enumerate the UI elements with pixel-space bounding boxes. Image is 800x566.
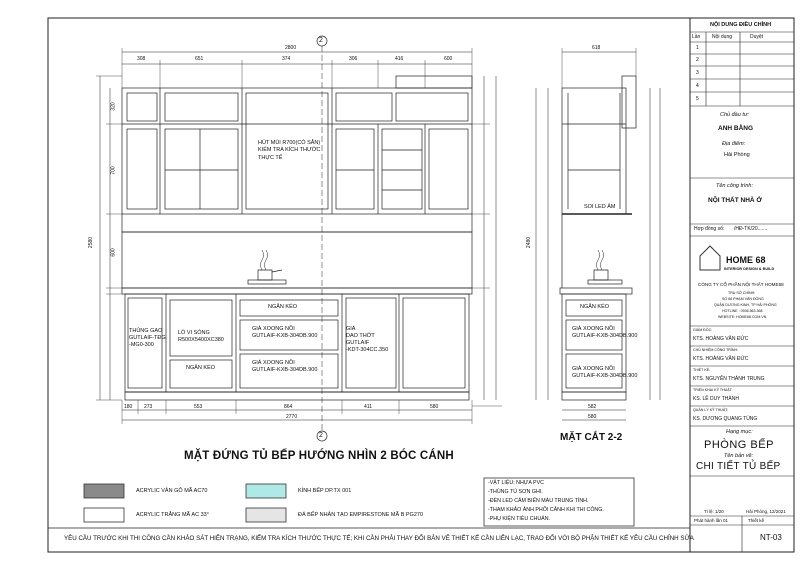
note-3: -ĐÈN LED CẢM BIẾN MÀU TRUNG TÍNH. — [488, 498, 589, 504]
elevation-view — [96, 36, 502, 441]
dim-top-4: 306 — [349, 56, 358, 62]
label-drawer-top: NGĂN KÉO — [268, 304, 298, 310]
dim-top-6: 600 — [444, 56, 453, 62]
role-1: GIÁM ĐỐC: — [693, 328, 713, 332]
date: Hải Phòng, 12/2021 — [746, 509, 786, 514]
label-pot-rack-1: GIÁ XOONG NỒI GUTLAIF-KXB-304DB.900 — [252, 326, 318, 340]
dim-bottom-5: 411 — [364, 404, 372, 410]
company-tagline: INTERIOR DESIGN & BUILD — [724, 267, 775, 271]
label-section-pot-2: GIÁ XOONG NỒI GUTLAIF-KXB-304DB.900 — [572, 366, 638, 380]
company-addr2: QUẬN DƯƠNG KINH, TP HẢI PHÒNG — [714, 303, 777, 307]
phase: Phát hành lần 01 — [694, 518, 729, 523]
company-logo: HOME 68 — [726, 255, 766, 265]
role-2: CHỦ NHIỆM CÔNG TRÌNH: — [693, 348, 739, 352]
company-web: WEBSITE: HOME68.COM.VN — [718, 315, 767, 319]
role-5: QUẢN LÝ KỸ THUẬT: — [693, 408, 729, 412]
rev-col-content: Nội dung — [712, 34, 733, 40]
role-1-name: KTS. HOÀNG VĂN ĐỨC — [693, 336, 749, 342]
label-drawer-bottom: NGĂN KÉO — [186, 365, 216, 371]
contract-no: /HĐ-TK/20....... — [734, 226, 768, 232]
section-view — [536, 45, 660, 420]
dim-upper-3: 600 — [110, 248, 117, 257]
location-label: Địa điểm: — [722, 141, 746, 147]
company-addr1: SỐ 68 PHẠM VĂN ĐỒNG — [722, 297, 764, 301]
legend-swatch-wood — [84, 484, 124, 498]
dim-top-1: 308 — [137, 56, 146, 62]
role-3-name: KTS. NGUYỄN THÀNH TRUNG — [693, 376, 765, 382]
category-label: Hạng mục: — [726, 429, 753, 435]
dim-section-bottom-2: 580 — [588, 414, 597, 420]
dim-overall-height: 2580 — [88, 236, 95, 249]
dim-overall-width: 2800 — [285, 45, 297, 51]
note-2: -THÙNG TỦ SƠN GHI. — [488, 489, 543, 495]
rev-col-approve: Duyệt — [750, 34, 764, 40]
dim-top-2: 651 — [195, 56, 204, 62]
footer-note: YÊU CẦU TRƯỚC KHI THI CÔNG CẦN KHẢO SÁT HIỆN TRẠNG, KIỂM TRA KÍCH THƯỚC THỰC TẾ; KHI CẦN PHẢI THAY ĐỔI BẢN VẼ THIẾT KẾ CẦN LIÊN LẠC, TRAO ĐỔI VỚI BỘ PHẬN THIẾT KẾ YÊU CẦU CHỈNH SỬA — [64, 535, 694, 542]
rev-row-1: 1 — [696, 45, 699, 51]
dim-section-height: 2480 — [526, 236, 533, 249]
dim-bottom-2: 273 — [144, 404, 153, 410]
section-marker-bottom: 2 — [319, 432, 323, 439]
dim-section-bottom-1: 582 — [588, 404, 597, 410]
stage: Thiết kế — [748, 518, 765, 523]
role-5-name: KS. DƯƠNG QUANG TÙNG — [693, 416, 758, 422]
role-4-name: KS. LÊ DUY THÀNH — [693, 396, 739, 402]
label-section-drawer: NGĂN KÉO — [580, 304, 610, 310]
rev-row-3: 3 — [696, 70, 699, 76]
contract-label: Hợp đồng số: — [694, 226, 725, 232]
dim-bottom-total: 2770 — [286, 414, 298, 420]
sheet-name-label: Tên bản vẽ: — [724, 453, 754, 459]
role-3: THIẾT KẾ: — [693, 368, 711, 372]
rev-row-4: 4 — [696, 83, 699, 89]
legend-label-stone: ĐÁ BẾP NHÂN TẠO EMPIRESTONE MÃ B PG270 — [298, 512, 424, 518]
dim-top-5: 416 — [395, 56, 404, 62]
legend-label-glass: KÍNH BẾP DP.TX 001 — [298, 488, 352, 494]
label-pot-rack-2: GIÁ XOONG NỒI GUTLAIF-KXB-304DB.900 — [252, 360, 318, 374]
owner-label: Chủ đầu tư: — [720, 112, 749, 118]
section-marker-top: 2 — [319, 37, 323, 44]
dim-top-3: 374 — [282, 56, 291, 62]
dim-bottom-3: 553 — [194, 404, 203, 410]
dim-bottom-4: 864 — [284, 404, 293, 410]
note-4: -THAM KHẢO ẢNH PHỐI CẢNH KHI THI CÔNG. — [488, 507, 604, 513]
note-5: -PHỤ KIỆN TIÊU CHUẨN. — [488, 516, 551, 522]
sheet-no: NT-03 — [760, 533, 782, 542]
label-hood: HÚT MÙI R700(CÓ SẴN) KIỂM TRA KÍCH THƯỚC THỰC TẾ — [258, 140, 321, 161]
legend-swatch-white — [84, 508, 124, 522]
legend-label-wood: ACRYLIC VÂN GỖ MÃ AC70 — [136, 488, 208, 494]
owner-name: ANH BẰNG — [718, 125, 754, 132]
dim-upper-1: 320 — [110, 102, 117, 111]
note-1: -VẬT LIỆU: NHỰA PVC — [488, 480, 544, 486]
rev-row-5: 5 — [696, 96, 699, 102]
label-knife-rack: GIÁ DAO THỚT GUTLAIF -KDT-304CC.350 — [346, 326, 389, 354]
company-name: CÔNG TY CỔ PHẦN NỘI THẤT HOME68 — [698, 282, 784, 287]
company-phone: HOTLINE : 0936.563.368 — [722, 309, 763, 313]
company-hq: TRỤ SỞ CHÍNH: — [728, 291, 756, 295]
location: Hải Phòng — [724, 152, 750, 158]
section-title: MẶT CẮT 2-2 — [560, 432, 623, 443]
dim-bottom-1: 180 — [124, 404, 133, 410]
label-microwave: LÒ VI SÓNG R500X5400XC380 — [178, 330, 224, 344]
legend-swatch-glass — [246, 484, 286, 498]
role-4: TRIỂN KHAI KỸ THUẬT: — [693, 388, 733, 392]
label-led: SOI LED ÂM — [584, 204, 616, 210]
project-label: Tên công trình: — [716, 183, 753, 189]
dim-section-top: 618 — [592, 45, 601, 51]
dim-upper-2: 700 — [110, 166, 117, 175]
elevation-title: MẶT ĐỨNG TỦ BẾP HƯỚNG NHÌN 2 BÓC CÁNH — [184, 450, 454, 462]
sheet-name: CHI TIẾT TỦ BẾP — [696, 461, 781, 472]
label-section-pot-1: GIÁ XOONG NỒI GUTLAIF-KXB-304DB.900 — [572, 326, 638, 340]
scale: Tỉ lệ: 1/20 — [704, 509, 724, 514]
label-rice-bin: THÙNG GẠO GUTLAIF-TĐG -MG0-300 — [129, 328, 166, 349]
category: PHÒNG BẾP — [704, 439, 774, 451]
rev-col-time: Lần — [692, 34, 701, 40]
role-2-name: KTS. HOÀNG VĂN ĐỨC — [693, 356, 749, 362]
legend-swatch-stone — [246, 508, 286, 522]
project-name: NỘI THẤT NHÀ Ở — [708, 197, 762, 204]
dim-bottom-6: 580 — [430, 404, 439, 410]
rev-row-2: 2 — [696, 57, 699, 63]
legend-label-white: ACRYLIC TRẮNG MÃ AC 33° — [136, 512, 209, 518]
revision-title: NỘI DUNG ĐIỀU CHỈNH — [710, 22, 772, 28]
